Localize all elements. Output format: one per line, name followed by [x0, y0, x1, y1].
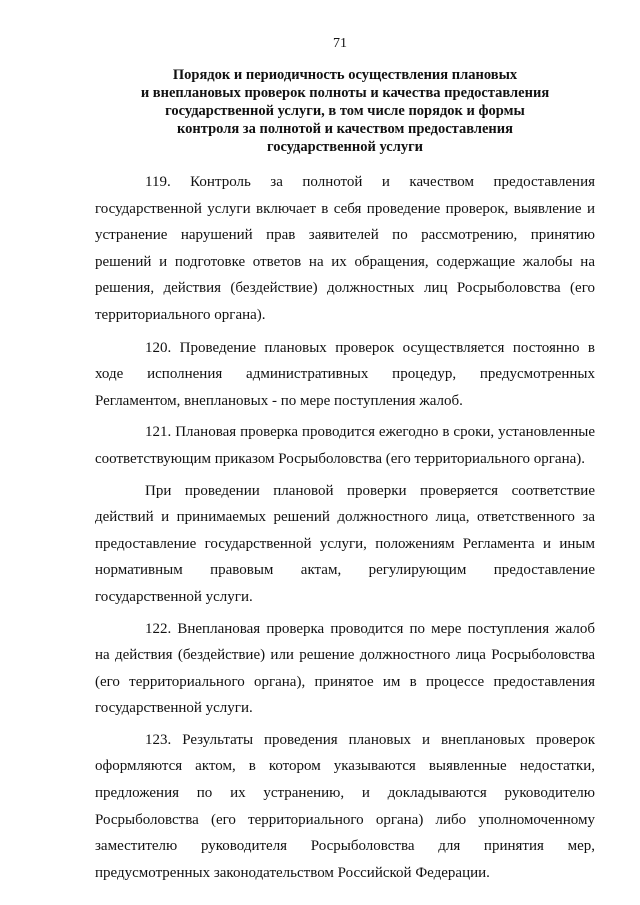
section-title-line: и внеплановых проверок полноты и качества предоставления — [140, 85, 550, 101]
paragraph-121: 121. Плановая проверка проводится ежегодно в сроки, установленные соответствующим приказом Росрыболовства (его территориального органа). — [95, 424, 595, 467]
section-title — [95, 66, 595, 156]
section-title-line: контроля за полнотой и качеством предоставления — [177, 121, 513, 137]
paragraph-123: 123. Результаты проведения плановых и внеплановых проверок оформляются актом, в котором указываются выявленные недостатки, предложения по их устранению, и докладываются руководителю Росрыболовства (его территориального органа) либо уполномоченному заместителю руководителя Росрыболовства для принятия мер, предусмотренных законодательством Российской Федерации. — [95, 731, 595, 881]
section-title-line: государственной услуги, в том числе порядок и формы — [165, 103, 525, 119]
document-body — [95, 169, 595, 891]
paragraph-120: 120. Проведение плановых проверок осуществляется постоянно в ходе исполнения административных процедур, предусмотренных Регламентом, внеплановых - по мере поступления жалоб. — [95, 339, 595, 409]
section-title-line: Порядок и периодичность осуществления плановых — [172, 67, 518, 83]
paragraph-119: 119. Контроль за полнотой и качеством предоставления государственной услуги включает в себя проведение проверок, выявление и устранение нарушений прав заявителей по рассмотрению, принятию решений и подготовке ответов на их обращения, содержащие жалобы на решения, действия (бездействие) должностных лиц Росрыболовства (его территориального органа). — [95, 174, 595, 323]
page-number: 71 — [333, 36, 347, 51]
paragraph-122: 122. Внеплановая проверка проводится по мере поступления жалоб на действия (бездействие) или решение должностного лица Росрыболовства (его территориального органа), принятое им в процессе предоставления государственной услуги. — [95, 620, 595, 717]
section-title-line: государственной услуги — [266, 139, 424, 155]
paragraph-121-continued: При проведении плановой проверки проверяется соответствие действий и принимаемых решений должностного лица, ответственного за предоставление государственной услуги, положениям Регламента и иным нормативным правовым актам, регулирующим предоставление государственной услуги. — [95, 482, 595, 605]
